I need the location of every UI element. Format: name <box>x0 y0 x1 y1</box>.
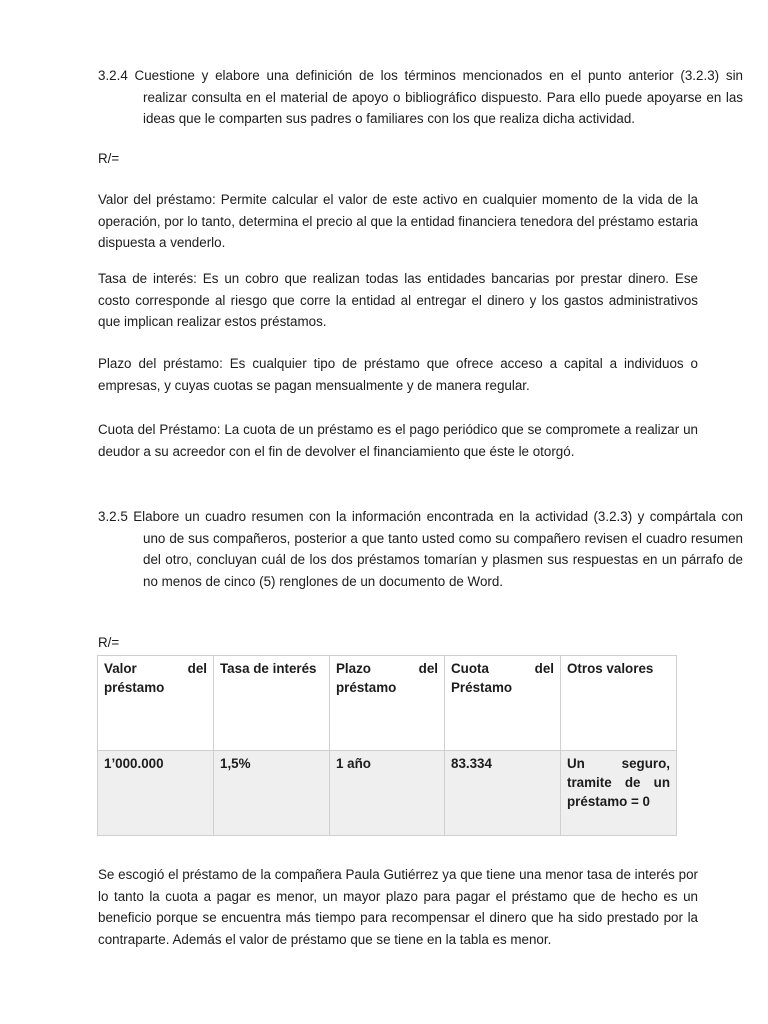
definition-cuota: Cuota del Préstamo: La cuota de un préstamo es el pago periódico que se compromete a realizar un deudor a su acreedor con el fin de devolver el financiamiento que éste le otorgó. <box>98 422 698 459</box>
table-cell: 1’000.000 <box>98 751 214 836</box>
question-3-2-4: 3.2.4 Cuestione y elabore una definición de los términos mencionados en el punto anterior (3.2.3) sin realizar consulta en el material de apoyo o bibliográfico dispuesto. Para ello puede apoyarse en las ideas que le comparten sus padres o familiares con los que realiza dicha actividad. <box>98 68 743 126</box>
table-header-cell: Valor del préstamo <box>98 656 214 751</box>
definition-plazo: Plazo del préstamo: Es cualquier tipo de préstamo que ofrece acceso a capital a individuos o empresas, y cuyas cuotas se pagan mensualmente y de manera regular. <box>98 356 698 393</box>
response-label: R/= <box>98 151 120 166</box>
table-header-cell: Plazo del préstamo <box>330 656 445 751</box>
table-cell: 83.334 <box>445 751 561 836</box>
table-header-row <box>98 656 677 751</box>
table-cell: 1 año <box>330 751 445 836</box>
table-cell: Un seguro, tramite de un préstamo = 0 <box>561 751 677 836</box>
table-header-cell: Otros valores <box>561 656 677 751</box>
summary-table <box>97 655 677 836</box>
response-label: R/= <box>98 635 120 650</box>
table-cell: 1,5% <box>214 751 330 836</box>
question-3-2-5: 3.2.5 Elabore un cuadro resumen con la información encontrada en la actividad (3.2.3) y compártala con uno de sus compañeros, posterior a que tanto usted como su compañero revisen el cuadro resumen del otro, concluyan cuál de los dos préstamos tomarían y plasmen sus respuestas en un párrafo de no menos de cinco (5) renglones de un documento de Word. <box>98 509 743 589</box>
table-header-cell: Cuota del Préstamo <box>445 656 561 751</box>
conclusion-paragraph: Se escogió el préstamo de la compañera Paula Gutiérrez ya que tiene una menor tasa de interés por lo tanto la cuota a pagar es menor, un mayor plazo para pagar el préstamo que de hecho es un beneficio porque se encuentra más tiempo para recompensar el dinero que ha sido prestado por la contraparte. Además el valor de préstamo que se tiene en la tabla es menor. <box>98 867 698 947</box>
definition-tasa: Tasa de interés: Es un cobro que realizan todas las entidades bancarias por prestar dinero. Ese costo corresponde al riesgo que corre la entidad al entregar el dinero y los gastos administrativos que implican realizar estos préstamos. <box>98 271 698 329</box>
table-header-cell: Tasa de interés <box>214 656 330 751</box>
table-row <box>98 751 677 836</box>
definition-valor: Valor del préstamo: Permite calcular el valor de este activo en cualquier momento de la vida de la operación, por lo tanto, determina el precio al que la entidad financiera tenedora del préstamo estaria dispuesta a venderlo. <box>98 192 698 250</box>
